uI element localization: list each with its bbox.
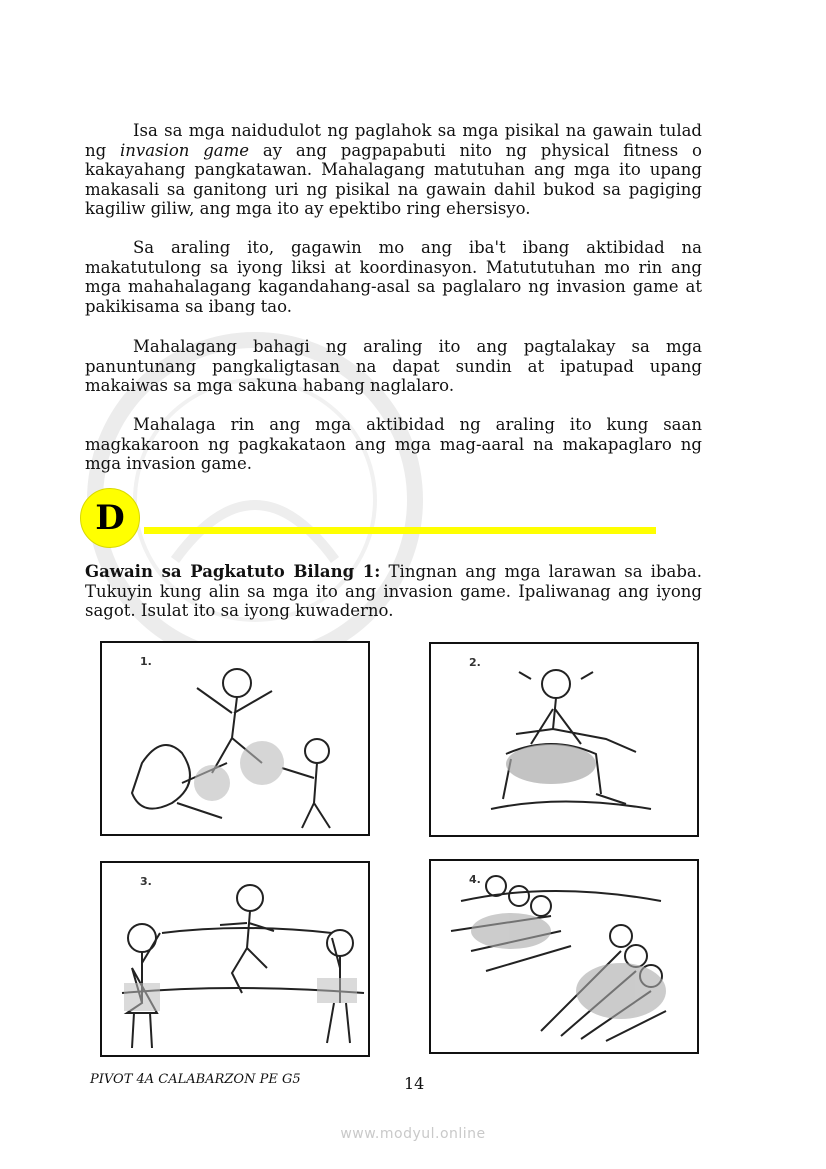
children-playing-illustration-icon: [102, 643, 368, 834]
picture-4-number: 4.: [469, 873, 481, 886]
intro-paragraph-3: Mahalagang bahagi ng araling ito ang pagtalakay sa mga panuntunang pangkaligtasan na dapat sundin at ipatupad upang makaiwas sa mga sakuna habang naglalaro.: [85, 337, 702, 395]
intro-paragraph-1: Isa sa mga naidudulot ng paglahok sa mga pisikal na gawain tulad ng invasion game ay ang pagpapabuti nito ng physical fitness o kakayahang pangkatawan. Mahalagang matutuhan ang mga ito upang makasali sa ganitong uri ng pisikal na gawain dahil bukod sa pagiging kagiliw giliw, ang mga ito ay epektibo ring ehersisyo.: [85, 121, 702, 218]
invasion-game-term: invasion game: [120, 140, 250, 160]
activity-instructions: Gawain sa Pagkatuto Bilang 1: Tingnan ang mga larawan sa ibaba. Tukuyin kung alin sa mga ito ang invasion game. Ipaliwanag ang iyong sagot. Isulat ito sa iyong kuwaderno.: [85, 562, 703, 620]
picture-1: [100, 641, 370, 836]
picture-2-number: 2.: [469, 656, 481, 669]
jumping-rope-illustration-icon: [102, 863, 368, 1055]
footer-label: PIVOT 4A CALABARZON PE G5: [90, 1072, 301, 1087]
picture-4: [429, 859, 699, 1054]
activity-title: Gawain sa Pagkatuto Bilang 1:: [85, 562, 381, 581]
intro-paragraph-2: Sa araling ito, gagawin mo ang iba't ibang aktibidad na makatutulong sa iyong liksi at koordinasyon. Matututuhan mo rin ang mga mahahalagang kagandahang-asal sa paglalaro ng invasion game at pakikisama sa ibang tao.: [85, 238, 702, 316]
picture-2: [429, 642, 699, 837]
leapfrog-illustration-icon: [431, 644, 697, 835]
site-watermark: www.modyul.online: [340, 1126, 486, 1142]
picture-3-number: 3.: [140, 875, 152, 888]
section-d-badge: D: [80, 488, 140, 548]
tug-of-war-illustration-icon: [431, 861, 697, 1052]
picture-3: [100, 861, 370, 1057]
intro-paragraph-4: Mahalaga rin ang mga aktibidad ng araling ito kung saan magkakaroon ng pagkakataon ang mga mag-aaral na makapaglaro ng mga invasion game.: [85, 415, 702, 473]
page-number: 14: [404, 1074, 425, 1093]
section-divider-bar: [144, 527, 656, 534]
picture-1-number: 1.: [140, 655, 152, 668]
